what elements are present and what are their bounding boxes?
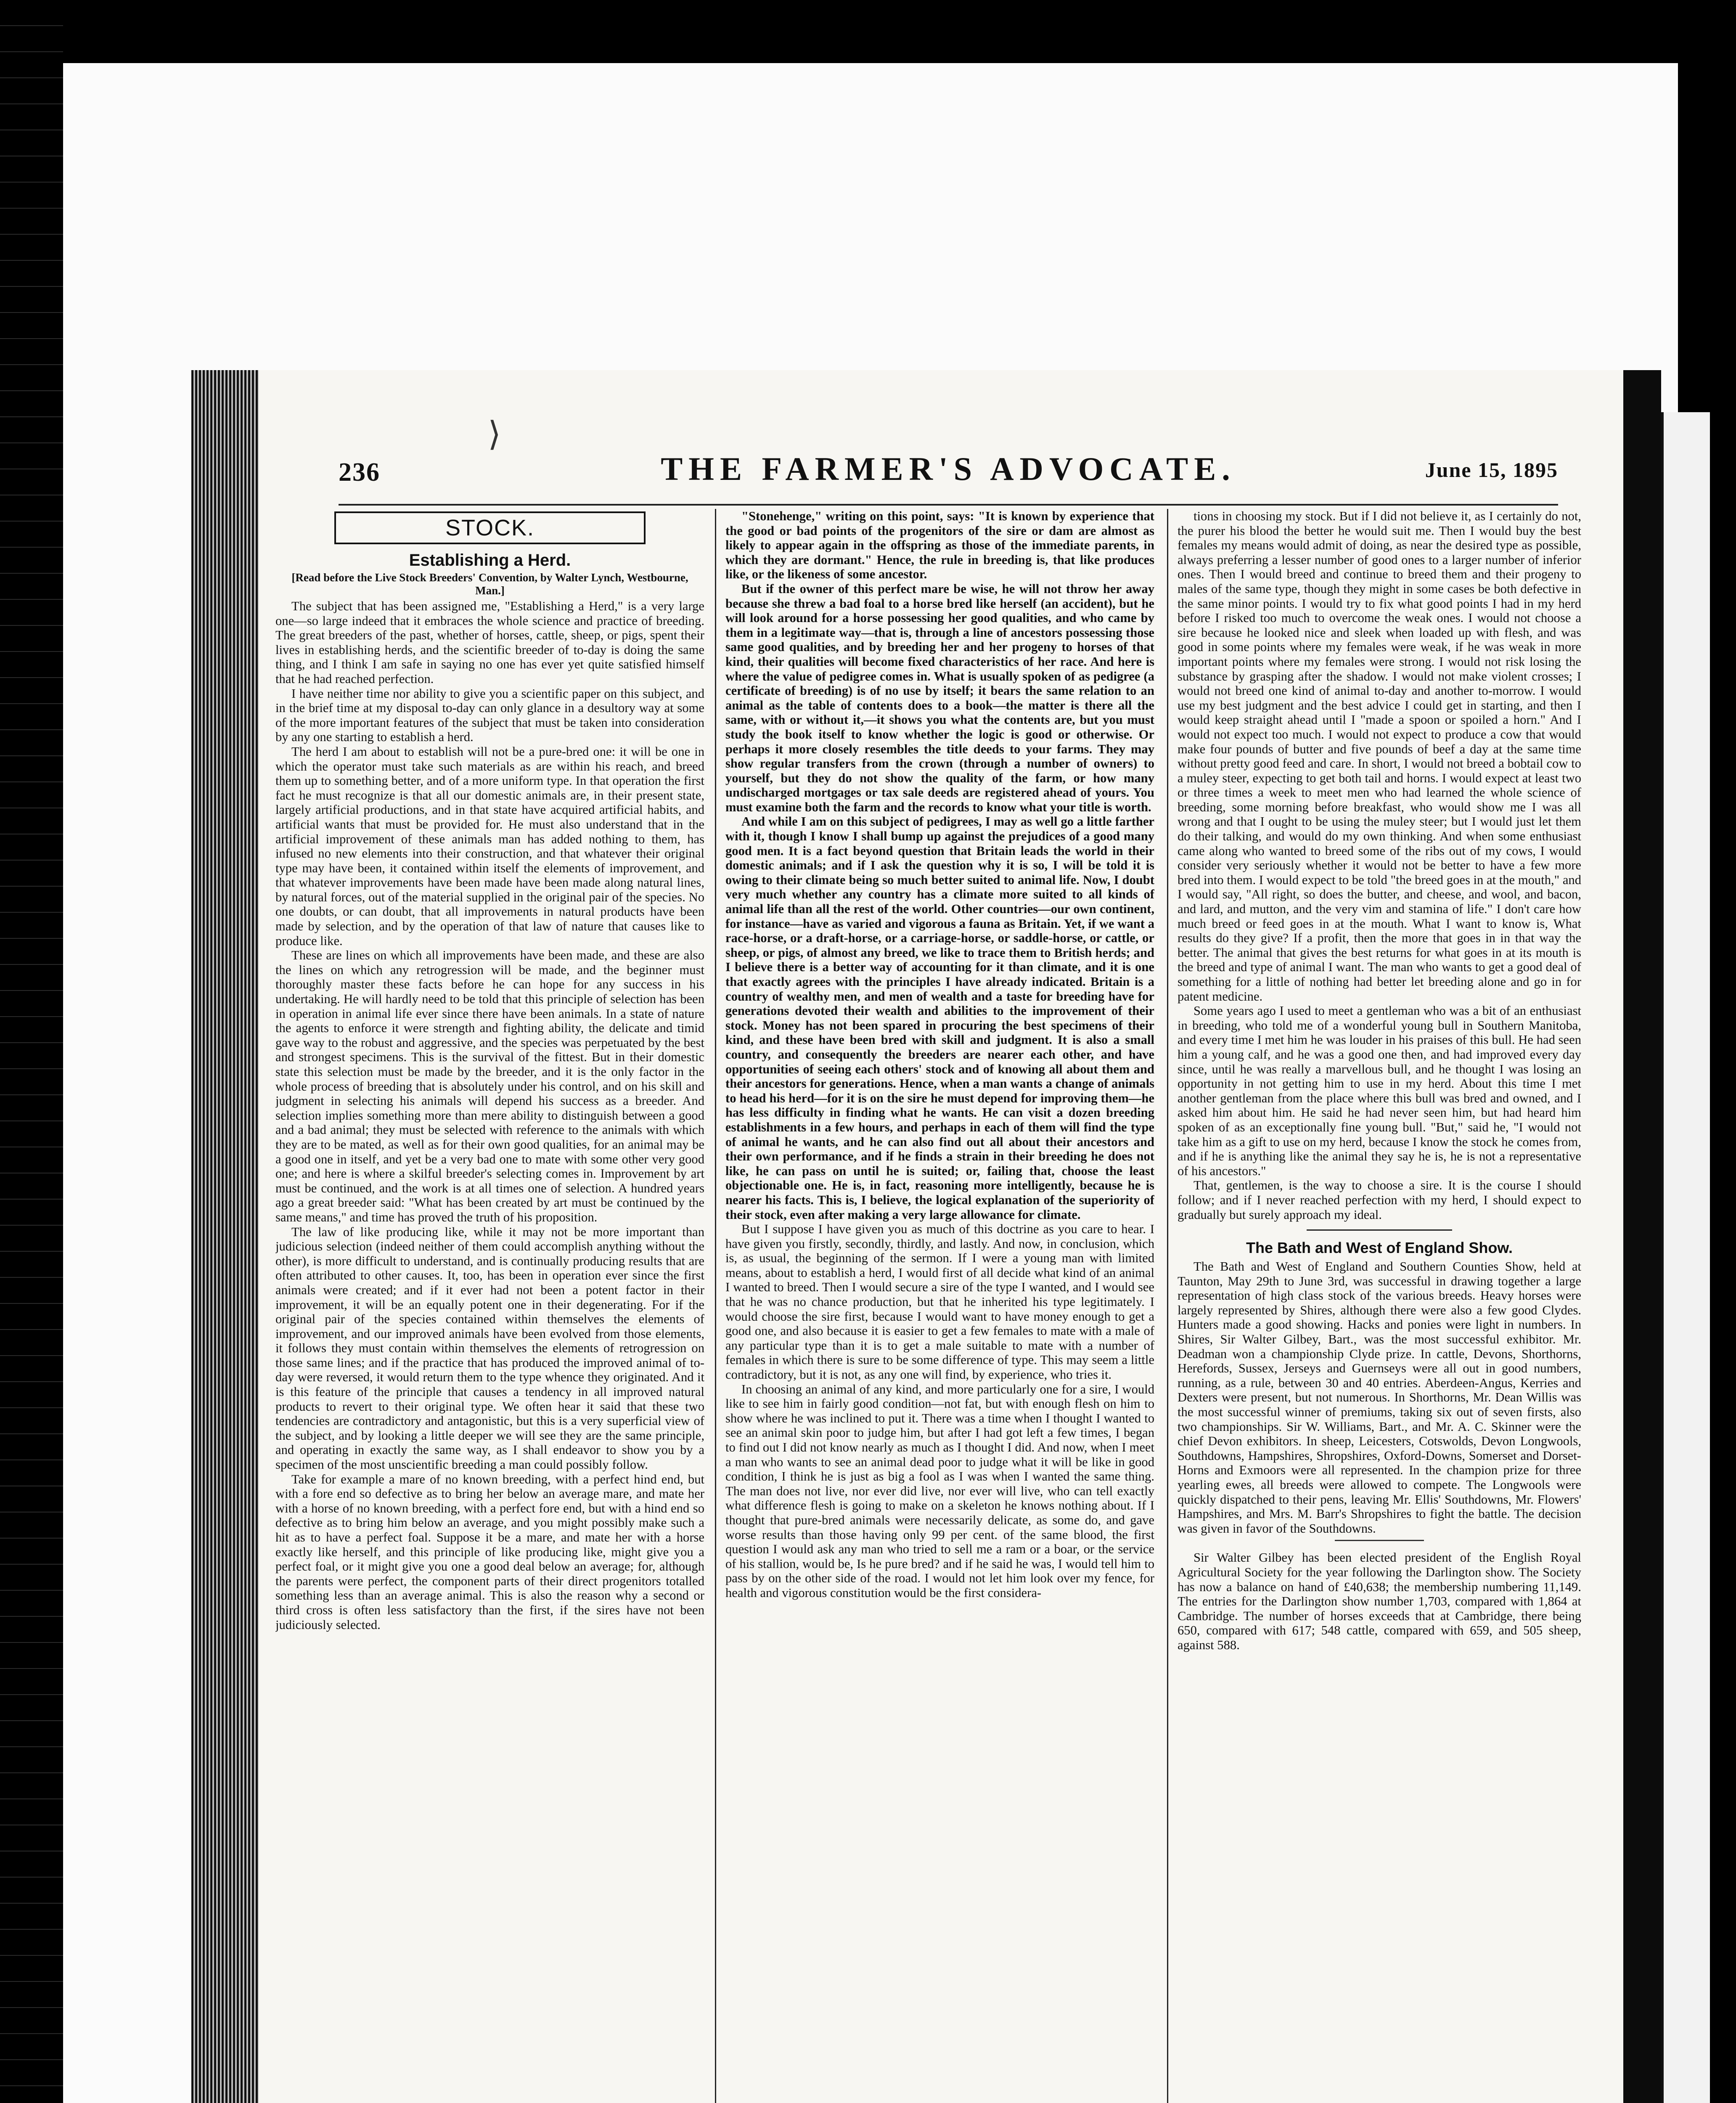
article-paragraph: Some years ago I used to meet a gentleman who was a bit of an enthusiast in breeding, who told me of a wonderful young bull in Southern Manitoba, and every time I met him he was louder in his praises of this bull. He had seen him a young calf, and he was a good one then, and had improved every day since, until he was really a marvellous bull, and he thought I was losing an opportunity in not getting him to use in my herd. About this time I met another gentleman from the place where this bull was bred and owned, and I asked him about him. He said he had never seen him, but had heard him spoken of as an exceptionally fine young bull. "But," said he, "I would not take him as a gift to use on my herd, because I know the stock he comes from, and if he is anything like the animal they say he is, he is not a representative of his ancestors." [1178,1004,1581,1178]
article-paragraph: The Bath and West of England and Southern Counties Show, held at Taunton, May 29th to June 3rd, was successful in drawing together a large representation of high class stock of the various breeds. Heavy horses were largely represented by Shires, although there were also a few good Clydes. Hunters made a good showing. Hacks and ponies were light in numbers. In Shires, Sir Walter Gilbey, Bart., was the most successful exhibitor. Mr. Deadman won a championship Clyde prize. In cattle, Devons, Shorthorns, Herefords, Sussex, Jerseys and Guernseys were all out in good numbers, running, as a rule, between 30 and 40 entries. Aberdeen-Angus, Kerries and Dexters were present, but not numerous. In Shorthorns, Mr. Dean Willis was the most successful winner of premiums, taking six out of seven firsts, also two championships. Sir W. Williams, Bart., and Mr. A. C. Skinner were the chief Devon exhibitors. In sheep, Leicesters, Cotswolds, Devon Longwools, Southdowns, Hampshires, Shropshires, Oxford-Downs, Somerset and Dorset-Horns and Exmoors were all represented. In the champion prize for three yearling ewes, all breeds were allowed to compete. The Longwools were quickly dispatched to their pens, leaving Mr. Ellis' Southdowns, Mr. Flowers' Hampshires, and Mrs. M. Barr's Shropshires to fight the battle. The decision was given in favor of the Southdowns. [1178,1259,1581,1536]
article-paragraph: But if the owner of this perfect mare be wise, he will not throw her away because she threw a bad foal to a horse bred like herself (an accident), but he will look around for a horse possessing her good qualities, and who came by them in a legitimate way—that is, through a line of ancestors possessing those same good qualities, and by breeding her and her progeny to horses of that kind, their qualities will become fixed characteristics of her race. And here is where the value of pedigree comes in. What is usually spoken of as pedigree (a certificate of breeding) is of no use by itself; it bears the same relation to an animal as the table of contents does to a book—the matter is there all the same, with or without it,—it shows you what the contents are, but you must study the book itself to know whether the logic is good or otherwise. Or perhaps it more closely resembles the title deeds to your farms. They may show regular transfers from the crown (through a number of owners) to yourself, but they do not show the quality of the farm, or how many undischarged mortgages or tax sale deeds are registered ahead of yours. You must examine both the farm and the records to know what your title is worth. [725,581,1154,814]
column-3 [1178,509,1581,2103]
article-paragraph: That, gentlemen, is the way to choose a sire. It is the course I should follow; and if I never reached perfection with my herd, I should expect to gradually but surely approach my ideal. [1178,1178,1581,1222]
column-1 [275,509,704,2103]
article-paragraph: And while I am on this subject of pedigrees, I may as well go a little farther with it, though I know I shall bump up against the prejudices of a good many good men. It is a fact beyond question that Britain leads the world in their domestic animals; and if I ask the question why it is so, I will be told it is owing to their climate being so much better suited to animal life. Now, I doubt very much whether any country has a climate more suited to all kinds of animal life than all the rest of the world. Other countries—our own continent, for instance—have as varied and vigorous a fauna as Britain. Yet, if we want a race-horse, or a draft-horse, or a carriage-horse, or saddle-horse, or cattle, or sheep, or pigs, of almost any breed, we like to trace them to British herds; and I believe there is a better way of accounting for it than climate, and it is one that exactly agrees with the principles I have already indicated. Britain is a country of wealthy men, and men of wealth and a taste for breeding have for generations devoted their wealth and abilities to the improvement of their stock. Money has not been spared in procuring the best specimens of their kind, and these have been bred with skill and judgment. It is also a small country, and consequently the breeders are nearer each other, and have opportunities of seeing each others' stock and of knowing all about them and their ancestors for generations. Hence, when a man wants a change of animals to head his herd—for it is on the sire he must depend for improving them—he has less difficulty in finding what he wants. He can visit a dozen breeding establishments in a few hours, and perhaps in each of them will find the type of animal he wants, and he can also find out all about their ancestors and their own performance, and if he finds a strain in their breeding he does not like, he can pass on until he is suited; or, failing that, choose the least objectionable one. He is, in fact, reasoning more intelligently, because he is nearer his facts. This is, I believe, the logical explanation of the superiority of their stock, even after making a very large allowance for climate. [725,814,1154,1222]
article-paragraph: I have neither time nor ability to give you a scientific paper on this subject, and in the brief time at my disposal to-day can only glance in a desultory way at some of the more important features of the subject that must be taken into consideration by any one starting to establish a herd. [275,686,704,744]
article-paragraph: But I suppose I have given you as much of this doctrine as you care to hear. I have given you firstly, secondly, thirdly, and lastly. And now, in conclusion, which is, as usual, the beginning of the sermon. If I were a young man with limited means, about to establish a herd, I would first of all decide what kind of an animal I wanted to breed. Then I would secure a sire of the type I wanted, and I would see that he was no chance production, but that he inherited his type legitimately. I would choose the sire first, because I would want to have money enough to get a good one, and also because it is easier to get a few females to mate with a male of any particular type than it is to get a male suitable to mate with a number of females in which there is sure to be some difference of type. This may seem a little contradictory, but it is not, as any one will find, by experience, who tries it. [725,1222,1154,1382]
book-page-edges [191,370,259,2103]
article-end-rule [1335,1540,1424,1541]
article-paragraph: Take for example a mare of no known breeding, with a perfect hind end, but with a fore end so defective as to bring her below an average mare, and mate her with a horse of no known breeding, with a perfect fore end, but with a hind end so defective as to bring him below an average, and you might possibly make such a hit as to have a perfect foal. Suppose it be a mare, and mate her with a horse exactly like herself, and this principle of like producing like, might give you a perfect foal, or it might give you one a good deal below an average; for, although the parents were perfect, the component parts of their direct progenitors totalled something less than an average animal. This is also the reason why a second or third cross is often less satisfactory than the first, if the sires have not been judiciously selected. [275,1472,704,1632]
issue-date: June 15, 1895 [1425,458,1558,482]
article-title: The Bath and West of England Show. [1246,1239,1513,1257]
section-heading: STOCK. [334,511,646,544]
column-2 [725,509,1154,2103]
column-divider [715,509,716,2103]
newspaper-page [259,370,1623,2103]
news-notice: Sir Walter Gilbey has been elected president of the English Royal Agricultural Society for the year following the Darlington show. The Society has now a balance on hand of £40,638; the membership numbering 11,149. The entries for the Darlington show number 1,703, compared with 1,864 at Cambridge. The number of horses exceeds that at Cambridge, there being 650, compared with 617; 548 cattle, compared with 659, and 505 sheep, against 588. [1178,1550,1581,1652]
article-paragraph: tions in choosing my stock. But if I did not believe it, as I certainly do not, the purer his blood the better he would suit me. Then I would buy the best females my means would admit of doing, as near the desired type as possible, always preferring a lesser number of good ones to a larger number of inferior ones. Then I would breed and continue to breed them and their progeny to males of the same type, though they might in some cases be both defective in the same minor points. I would try to fix what good points I had in my herd before I risked too much to overcome the weak ones. I would not choose a sire because he looked nice and sleek when loaded up with flesh, and was good in some points where my females were weak, if he was weak in more important points where my females were strong. I would not risk losing the substance by grasping after the shadow. I would not make violent crosses; I would not breed one kind of animal to-day and another to-morrow. I would use my best judgment and the best advice I could get in starting, and then I would keep straight ahead until I "made a spoon or spoiled a horn." And I would not expect too much. I would not expect to produce a cow that would make four pounds of butter and five pounds of beef a day at the same time without pretty good feed and care. In short, I would not breed a bobtail cow to a muley steer, expecting to get both tail and horns. I would expect at least two or three times a week to meet men who had learned the whole science of breeding, some morning before breakfast, who would show me I was all wrong and that I ought to be using the muley steer; but I would just let them do their talking, and would do my own thinking. And when some enthusiast came along who wanted to breed some of the ribs out of my cows, I would consider very seriously whether it would not be better to have a few more bred into them. I would expect to be told "the breed goes in at the mouth," and I would say, "All right, so does the butter, and cheese, and wool, and bacon, and lard, and mutton, and the very vim and stamina of life." I don't care how much breed or feed goes in at the mouth. What I want to know is, What results do they give? If a profit, then the more that goes in in that way the better. The animal that gives the best returns for what goes in at its mouth is the breed and type of animal I want. The man who wants to get a good deal of something for a little of nothing had better let breeding alone and go in for patent medicine. [1178,509,1581,1004]
page-number: 236 [339,458,380,487]
article-end-rule [1307,1229,1452,1231]
book-gutter-shadow [1623,370,1661,2103]
facing-page-sliver [1661,412,1710,2103]
article-paragraph: The subject that has been assigned me, "Establishing a Herd," is a very large one—so large indeed that it embraces the whole science and practice of breeding. The great breeders of the past, whether of horses, cattle, sheep, or pigs, spent their lives in establishing herds, and the scientific breeder of to-day is doing the same thing, and I think I am safe in saying no one has ever yet quite satisfied himself that he had reached perfection. [275,599,704,686]
masthead-title: THE FARMER'S ADVOCATE. [661,450,1236,487]
fold-mark: ⟩ [488,414,501,453]
film-edge-left [0,0,63,2103]
article-paragraph: "Stonehenge," writing on this point, says: "It is known by experience that the good or bad points of the progenitors of the sire or dam are almost as likely to appear again in the offspring as those of the immediate parents, in which they are dormant." Hence, the rule in breeding is, that like produces like, or the likeness of some ancestor. [725,509,1154,582]
page-header [339,450,1558,501]
article-paragraph: In choosing an animal of any kind, and more particularly one for a sire, I would like to see him in fairly good condition—not fat, but with enough flesh on him to show where he was inclined to put it. There was a time when I thought I wanted to see an animal skin poor to judge him, but after I had got left a few times, I began to find out I did not know nearly as much as I thought I did. And now, when I meet a man who wants to see an animal dead poor to judge what it will be like in good condition, I think he is just as big a fool as I was when I wanted the same thing. The man does not live, nor ever did live, nor ever will live, who can tell exactly what difference flesh is going to make on a skeleton he knows nothing about. If I thought that pure-bred animals were necessarily delicate, as some do, and gave worse results than those having only 99 per cent. of the same blood, the first question I would ask any man who tried to sell me a ram or a boar, or the service of his stallion, would be, Is he pure bred? and if he said he was, I would tell him to pass by on the other side of the road. I would not let him look over my fence, for health and vigorous constitution would be the first considera- [725,1382,1154,1600]
article-paragraph: The law of like producing like, while it may not be more important than judicious selection (indeed neither of them could accomplish anything without the other), is more difficult to understand, and is continually producing results that are often attributed to other causes. It, too, has been in operation ever since the first animals were created; and if it ever had not been a potent factor in their improvement, it will be an equally potent one in their degenerating. For if the original pair of the species contained within themselves the elements of improvement, and our improved animals have been evolved from those elements, it follows they must contain within themselves the elements of retrogression on those same lines; and if the practice that has produced the improved animal of to-day were reversed, it would return them to the type whence they originated. And it is this feature of the principle that causes a tendency in all improved natural products to revert to their original type. We often hear it said that these two tendencies are contradictory and antagonistic, but this is a very superficial view of the subject, and by looking a little deeper we will see they are the same principle, and operating in exactly the same way, as I shall endeavor to show you by a specimen of the most unscientific breeding a man could possibly follow. [275,1224,704,1472]
article-paragraph: The herd I am about to establish will not be a pure-bred one: it will be one in which the operator must take such materials as are within his reach, and breed them up to something better, and of a more uniform type. In that operation the first fact he must recognize is that all our domestic animals are, in their present state, largely artificial productions, and in that state have acquired artificial habits, and artificial wants that must be provided for. He must also understand that in the artificial improvement of these animals man has added nothing to them, has infused no new elements into their construction, and that whatever their original type may have been, it contained within itself the elements of improvement, and that whatever improvements have been made have been made along natural lines, by natural forces, out of the material supplied in the original pair of the species. No one doubts, or can doubt, that all improvements in natural products have been made by selection, and by the operation of that law of nature that causes like to produce like. [275,744,704,948]
article-byline: [Read before the Live Stock Breeders' Convention, by Walter Lynch, Westbourne, Man.] [291,571,688,597]
article-title: Establishing a Herd. [409,551,571,569]
column-divider [1167,509,1168,2103]
header-rule [339,504,1558,506]
article-paragraph: These are lines on which all improvements have been made, and these are also the lines on which any retrogression will be made, and the beginner must thoroughly master these facts before he can hope for any success in his undertaking. He will hardly need to be told that this principle of selection has been in operation in animal life ever since there have been animals. In a state of nature the agents to enforce it were strength and fighting ability, the delicate and timid gave way to the robust and aggressive, and the species was perpetuated by the best and strongest specimens. This is the survival of the fittest. But in their domestic state this selection must be made by the breeder, and it is the only factor in the whole process of breeding that is absolutely under his control, and on his skill and judgment in selecting his animals will depend his success as a breeder. And selection implies something more than mere ability to distinguish between a good and a bad animal; they must be selected with reference to the animals with which they are to be mated, as well as for their own good qualities, for an animal may be a good one in itself, and yet be a very bad one to mate with some other very good one; and here is where a skilful breeder's selecting comes in. Improvement by art must be continued, and the work is at all times one of selection. A hundred years ago a great breeder said: "What has been created by art must be continued by the same means," and time has proved the truth of his proposition. [275,948,704,1224]
